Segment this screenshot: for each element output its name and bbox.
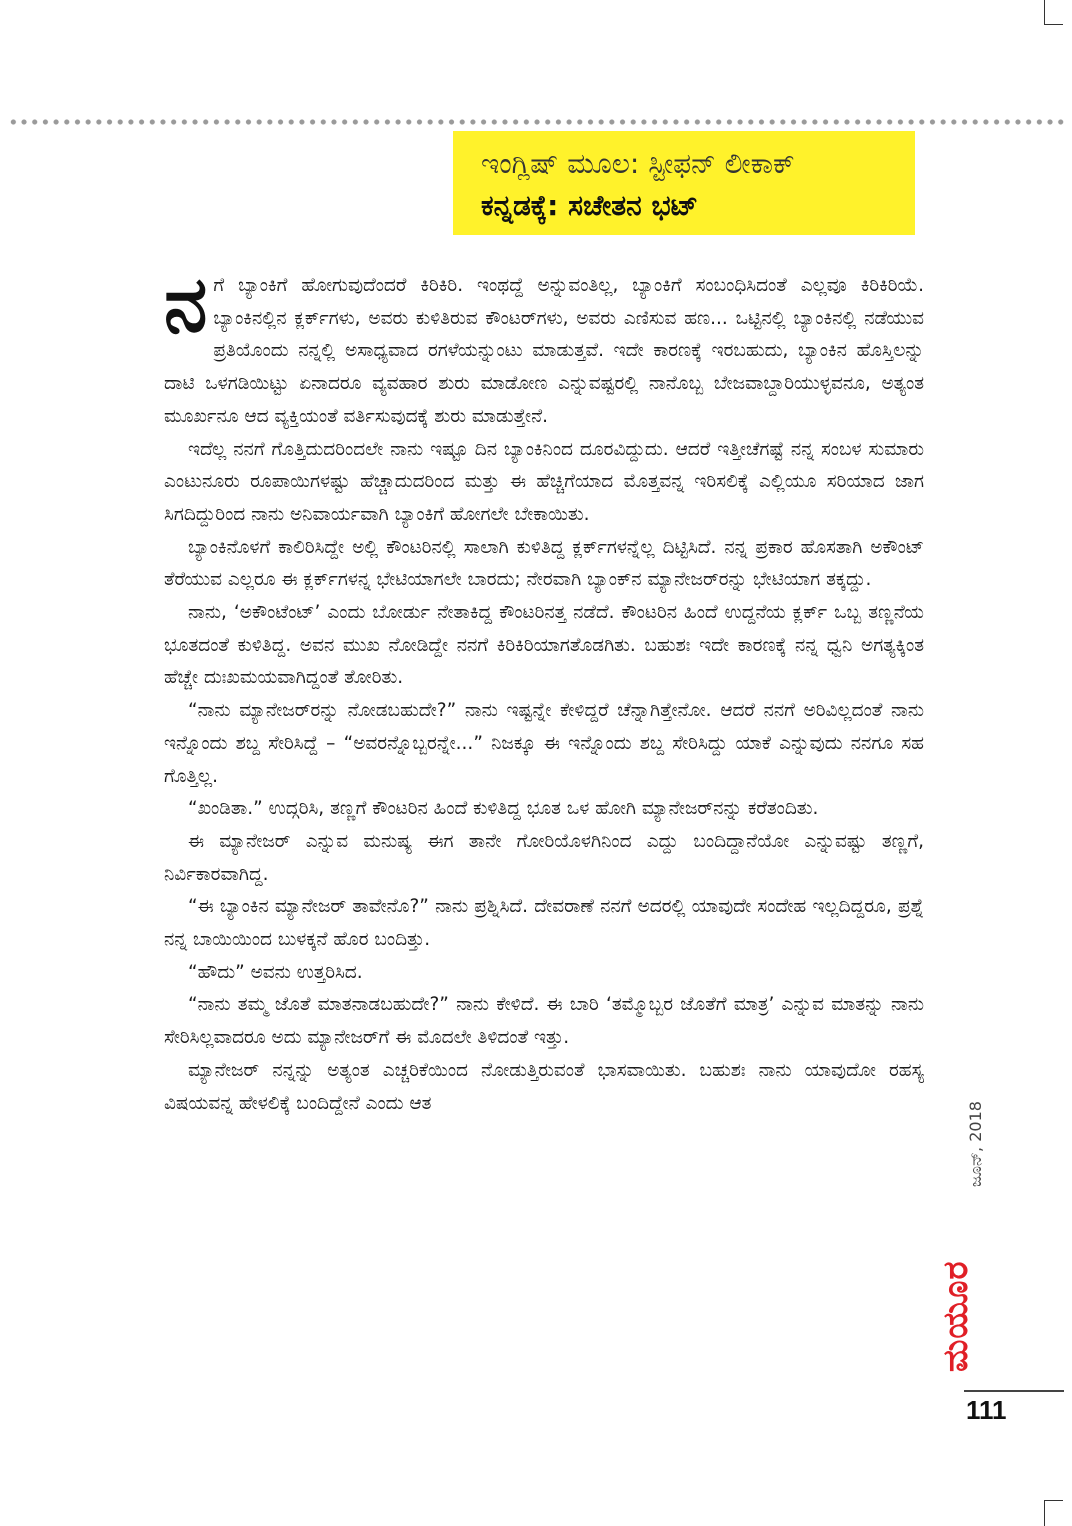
paragraph-9: “ಹೌದು” ಅವನು ಉತ್ತರಿಸಿದ.: [188, 961, 363, 983]
paragraph-4: ನಾನು, ‘ಅಕೌಂಟೆಂಟ್’ ಎಂದು ಬೋರ್ಡು ನೇತಾಕಿದ್ದ ಕೌಂಟರಿನತ್ತ ನಡೆದೆ. ಕೌಂಟರಿನ ಹಿಂದೆ ಉದ್ದನೆಯ ಕ್ಲರ್ಕ್ ಒಬ್ಬ ತಣ್ಣನೆಯ ಭೂತದಂತೆ ಕುಳಿತಿದ್ದ. ಅವನ ಮುಖ ನೋಡಿದ್ದೇ ನನಗೆ ಕಿರಿಕಿರಿಯಾಗತೊಡಗಿತು. ಬಹುಶಃ ಇದೇ ಕಾರಣಕ್ಕೆ ನನ್ನ ಧ್ವನಿ ಅಗತ್ಯಕ್ಕಿಂತ ಹೆಚ್ಚೇ ದುಃಖಮಯವಾಗಿದ್ದಂತೆ ತೋರಿತು.: [164, 602, 924, 689]
paragraph-11: ಮ್ಯಾನೇಜರ್ ನನ್ನನ್ನು ಅತ್ಯಂತ ಎಚ್ಚರಿಕೆಯಿಂದ ನೋಡುತ್ತಿರುವಂತೆ ಭಾಸವಾಯಿತು. ಬಹುಶಃ ನಾನು ಯಾವುದೋ ರಹಸ್ಯ ವಿಷಯವನ್ನ ಹೇಳಲಿಕ್ಕೆ ಬಂದಿದ್ದೇನೆ ಎಂದು ಆತ: [164, 1059, 924, 1114]
dotted-rule: [8, 118, 1064, 126]
article-body: [164, 270, 924, 1420]
crop-mark-top: [1044, 0, 1063, 25]
issue-date: ಜೂನ್, 2018: [966, 1101, 985, 1187]
page-number: 111: [966, 1395, 1007, 1425]
paragraph-6: “ಖಂಡಿತಾ.” ಉದ್ಗರಿಸಿ, ತಣ್ಣಗೆ ಕೌಂಟರಿನ ಹಿಂದೆ ಕುಳಿತಿದ್ದ ಭೂತ ಒಳ ಹೋಗಿ ಮ್ಯಾನೇಜರ್‌ನನ್ನು ಕರೆತಂದಿತು.: [188, 798, 819, 820]
paragraph-1: [164, 270, 924, 434]
credit-box: [453, 131, 915, 235]
original-author-credit: ಇಂಗ್ಲಿಷ್ ಮೂಲ: ಸ್ಟೀಫನ್ ಲೀಕಾಕ್: [481, 147, 795, 180]
paragraph-8: “ಈ ಬ್ಯಾಂಕಿನ ಮ್ಯಾನೇಜರ್ ತಾವೇನೊ?” ನಾನು ಪ್ರಶ್ನಿಸಿದೆ. ದೇವರಾಣೆ ನನಗೆ ಅದರಲ್ಲಿ ಯಾವುದೇ ಸಂದೇಹ ಇಲ್ಲದಿದ್ದರೂ, ಪ್ರಶ್ನೆ ನನ್ನ ಬಾಯಿಯಿಂದ ಬುಳಕ್ಕನೆ ಹೊರ ಬಂದಿತ್ತು.: [164, 896, 924, 951]
paragraph-1-text: ಗೆ ಬ್ಯಾಂಕಿಗೆ ಹೋಗುವುದೆಂದರೆ ಕಿರಿಕಿರಿ. ಇಂಥದ್ದೆ ಅನ್ನುವಂತಿಲ್ಲ, ಬ್ಯಾಂಕಿಗೆ ಸಂಬಂಧಿಸಿದಂತೆ ಎಲ್ಲವೂ ಕಿರಿಕಿರಿಯೆ. ಬ್ಯಾಂಕಿನಲ್ಲಿನ ಕ್ಲರ್ಕ್‌ಗಳು, ಅವರು ಕುಳಿತಿರುವ ಕೌಂಟರ್‌ಗಳು, ಅವರು ಎಣಿಸುವ ಹಣ... ಒಟ್ಟಿನಲ್ಲಿ ಬ್ಯಾಂಕಿನಲ್ಲಿ ನಡೆಯುವ ಪ್ರತಿಯೊಂದು ನನ್ನಲ್ಲಿ ಅಸಾಧ್ಯವಾದ ರಗಳೆಯನ್ನುಂಟು ಮಾಡುತ್ತವೆ. ಇದೇ ಕಾರಣಕ್ಕೆ ಇರಬಹುದು, ಬ್ಯಾಂಕಿನ ಹೊಸ್ತಿಲನ್ನು ದಾಟಿ ಒಳಗಡಿಯಿಟ್ಟು ಏನಾದರೂ ವ್ಯವಹಾರ ಶುರು ಮಾಡೋಣ ಎನ್ನುವಷ್ಟರಲ್ಲಿ ನಾನೊಬ್ಬ ಬೇಜವಾಬ್ದಾರಿಯುಳ್ಳವನೂ, ಅತ್ಯಂತ ಮೂರ್ಖನೂ ಆದ ವ್ಯಕ್ತಿಯಂತೆ ವರ್ತಿಸುವುದಕ್ಕೆ ಶುರು ಮಾಡುತ್ತೇನೆ.: [164, 275, 924, 427]
paragraph-2: ಇದೆಲ್ಲ ನನಗೆ ಗೊತ್ತಿದುದರಿಂದಲೇ ನಾನು ಇಷ್ಟೂ ದಿನ ಬ್ಯಾಂಕಿನಿಂದ ದೂರವಿದ್ದುದು. ಆದರೆ ಇತ್ತೀಚೆಗಷ್ಟೆ ನನ್ನ ಸಂಬಳ ಸುಮಾರು ಎಂಟುನೂರು ರೂಪಾಯಿಗಳಷ್ಟು ಹೆಚ್ಚಾದುದರಿಂದ ಮತ್ತು ಈ ಹೆಚ್ಚಿಗೆಯಾದ ಮೊತ್ತವನ್ನ ಇರಿಸಲಿಕ್ಕೆ ಎಲ್ಲಿಯೂ ಸರಿಯಾದ ಜಾಗ ಸಿಗದಿದ್ದುರಿಂದ ನಾನು ಅನಿವಾರ್ಯವಾಗಿ ಬ್ಯಾಂಕಿಗೆ ಹೋಗಲೇ ಬೇಕಾಯಿತು.: [164, 438, 924, 525]
paragraph-10: “ನಾನು ತಮ್ಮ ಜೊತೆ ಮಾತನಾಡಬಹುದೇ?” ನಾನು ಕೇಳಿದೆ. ಈ ಬಾರಿ ‘ತಮ್ಮೊಬ್ಬರ ಜೊತೆಗೆ ಮಾತ್ರ’ ಎನ್ನುವ ಮಾತನ್ನು ನಾನು ಸೇರಿಸಿಲ್ಲವಾದರೂ ಅದು ಮ್ಯಾನೇಜರ್‌ಗೆ ಈ ಮೊದಲೇ ತಿಳಿದಂತೆ ಇತ್ತು.: [164, 994, 924, 1049]
paragraph-7: ಈ ಮ್ಯಾನೇಜರ್ ಎನ್ನುವ ಮನುಷ್ಯ ಈಗ ತಾನೇ ಗೋರಿಯೊಳಗಿನಿಂದ ಎದ್ದು ಬಂದಿದ್ದಾನೆಯೋ ಎನ್ನುವಷ್ಟು ತಣ್ಣಗೆ, ನಿರ್ವಿಕಾರವಾಗಿದ್ದ.: [164, 830, 924, 885]
page-number-rule: [964, 1390, 1064, 1392]
crop-mark-bottom: [1044, 1500, 1063, 1526]
paragraph-5: “ನಾನು ಮ್ಯಾನೇಜರ್‌ರನ್ನು ನೋಡಬಹುದೇ?” ನಾನು ಇಷ್ಟನ್ನೇ ಕೇಳಿದ್ದರೆ ಚೆನ್ನಾಗಿತ್ತೇನೋ. ಆದರೆ ನನಗೆ ಅರಿವಿಲ್ಲದಂತೆ ನಾನು ಇನ್ನೊಂದು ಶಬ್ದ ಸೇರಿಸಿದ್ದೆ – “ಅವರನ್ನೊಬ್ಬರನ್ನೇ...” ನಿಜಕ್ಕೂ ಈ ಇನ್ನೊಂದು ಶಬ್ದ ಸೇರಿಸಿದ್ದು ಯಾಕೆ ಎನ್ನುವುದು ನನಗೂ ಸಹ ಗೊತ್ತಿಲ್ಲ.: [164, 700, 924, 787]
magazine-logo: ಮಯೂರ: [936, 1260, 976, 1372]
paragraph-3: ಬ್ಯಾಂಕಿನೊಳಗೆ ಕಾಲಿರಿಸಿದ್ದೇ ಅಲ್ಲಿ ಕೌಂಟರಿನಲ್ಲಿ ಸಾಲಾಗಿ ಕುಳಿತಿದ್ದ ಕ್ಲರ್ಕ್‌ಗಳನ್ನೆಲ್ಲ ದಿಟ್ಟಿಸಿದೆ. ನನ್ನ ಪ್ರಕಾರ ಹೊಸತಾಗಿ ಅಕೌಂಟ್ ತೆರೆಯುವ ಎಲ್ಲರೂ ಈ ಕ್ಲರ್ಕ್‌ಗಳನ್ನ ಭೇಟಿಯಾಗಲೇ ಬಾರದು; ನೇರವಾಗಿ ಬ್ಯಾಂಕ್‌ನ ಮ್ಯಾನೇಜರ್‌ರನ್ನು ಭೇಟಿಯಾಗ ತಕ್ಕದ್ದು.: [164, 536, 924, 591]
drop-cap: ನ: [164, 270, 208, 350]
translator-credit: ಕನ್ನಡಕ್ಕೆ: ಸಚೇತನ ಭಟ್: [481, 189, 698, 222]
